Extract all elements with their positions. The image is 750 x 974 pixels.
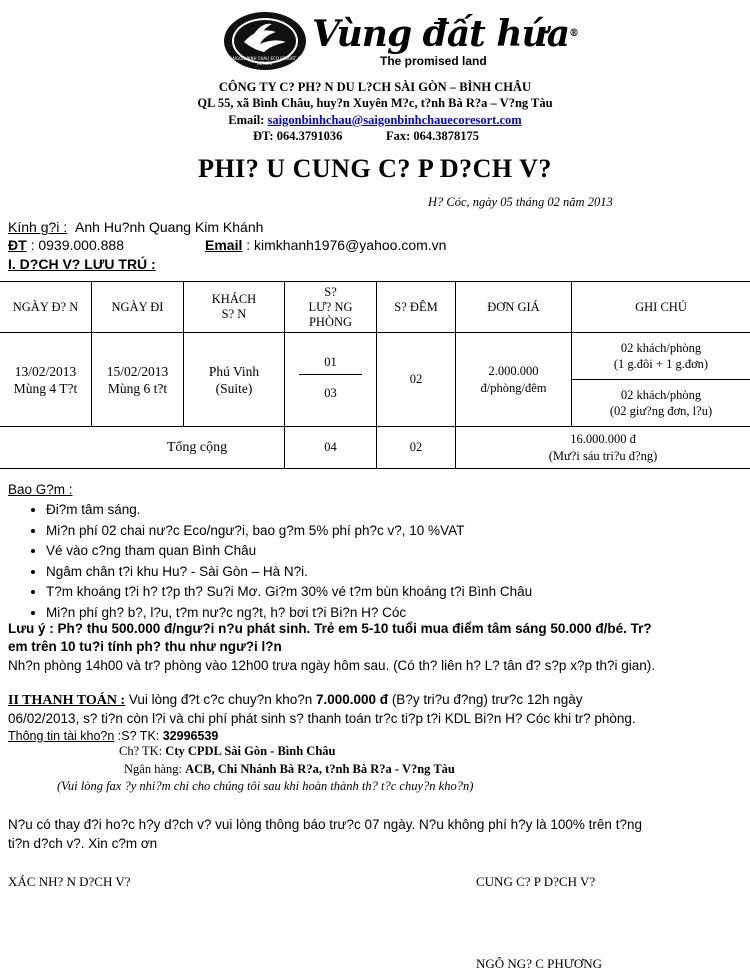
cell-rooms-1: 01	[285, 333, 377, 380]
document-title: PHI? U CUNG C? P D?CH V?	[198, 154, 552, 183]
header-notes: GHI CHÚ	[572, 282, 750, 333]
list-item: • T?m khoáng t?i h? t?p th? Su?i Mơ. Gi?m 30% vé t?m bùn khoáng t?i Bình Châu	[46, 582, 746, 603]
signature-confirm-label: XÁC NH? N D?CH V?	[8, 874, 131, 889]
cell-note-1: 02 khách/phòng (1 g.đôi + 1 g.đơn)	[572, 333, 750, 380]
company-email-line: Email: saigonbinhchau@saigonbinhchauecoresort.com	[228, 113, 522, 127]
note-line-2: em trên 10 tu?i tính ph? thu như ngư?i l?n	[8, 639, 282, 654]
header-arrive: NGÀY Đ? N	[0, 282, 92, 333]
includes-list	[20, 500, 746, 623]
logo-emblem	[224, 12, 306, 70]
greeting-line: Kính g?i : Anh Hu?nh Quang Kim Khánh	[8, 219, 264, 235]
company-email-link[interactable]: saigonbinhchau@saigonbinhchauecoresort.com	[267, 113, 522, 127]
header-depart: NGÀY ĐI	[92, 282, 184, 333]
signature-provider-name: NGÔ NG? C PHƯƠNG	[476, 956, 603, 971]
customer-email: : kimkhanh1976@yahoo.com.vn	[246, 237, 447, 253]
list-item: • Ngâm chân t?i khu Hu? - Sài Gòn – Hà N?i.	[46, 562, 746, 583]
customer-name: Anh Hu?nh Quang Kim Khánh	[75, 219, 264, 235]
signature-provider-label: CUNG C? P D?CH V?	[476, 874, 596, 889]
table-row	[0, 333, 750, 380]
document-date: H? Cóc, ngày 05 tháng 02 năm 2013	[428, 195, 613, 209]
header-nights: S? ĐÊM	[377, 282, 456, 333]
account-owner-line: Ch? TK: Cty CPDL Sài Gòn - Bình Châu	[119, 744, 336, 758]
total-amount: 16.000.000 đ (Mư?i sáu tri?u đ?ng)	[456, 427, 750, 469]
header-price: ĐƠN GIÁ	[456, 282, 572, 333]
total-label: Tổng cộng	[0, 427, 285, 469]
table-total-row	[0, 427, 750, 469]
note-line-1: Lưu ý : Ph? thu 500.000 đ/ngư?i n?u phát sinh. Trẻ em 5-10 tuổi mua điểm tâm sáng 50.000 đ/bé. Tr?	[8, 621, 652, 636]
payment-line-1: II THANH TOÁN : Vui lòng đ?t c?c chuy?n kho?n 7.000.000 đ (B?y tri?u đ?ng) trư?c 12h ngày	[8, 692, 583, 708]
cell-price: 2.000.000 đ/phòng/đêm	[456, 333, 572, 427]
company-name: CÔNG TY C? PH? N DU L?CH SÀI GÒN – BÌNH CHÂU	[218, 80, 532, 94]
section-1-title: I. D?CH V? LƯU TRÚ :	[8, 256, 156, 272]
company-address: QL 55, xã Bình Châu, huy?n Xuyên M?c, t?nh Bà R?a – V?ng Tàu	[197, 96, 553, 110]
cell-rooms-2: 03	[285, 380, 377, 427]
cell-hotel: Phú Vinh (Suite)	[184, 333, 285, 427]
header-hotel: KHÁCH S? N	[184, 282, 285, 333]
fax-note: (Vui lòng fax ?y nhi?m chi cho chúng tôi sau khi hoàn thành th? t?c chuy?n kho?n)	[57, 779, 474, 793]
includes-title: Bao G?m :	[8, 482, 73, 497]
cell-note-2: 02 khách/phòng (02 giư?ng đơn, l?u)	[572, 380, 750, 427]
service-table	[0, 281, 750, 469]
cell-depart: 15/02/2013 Mùng 6 t?t	[92, 333, 184, 427]
customer-phone: : 0939.000.888	[30, 237, 124, 253]
cancel-line-1: N?u có thay đ?i ho?c h?y d?ch v? vui lòng thông báo trư?c 07 ngày. N?u không phí h?y là 100% trên t?ng	[8, 817, 642, 832]
table-header-row	[0, 282, 750, 333]
brand-name: Vùng đất hứa®	[312, 13, 579, 55]
list-item: • Mi?n phí gh? b?, l?u, t?m nư?c ng?t, h? bơi t?i Bi?n H? Cóc	[46, 603, 746, 624]
cell-nights: 02	[377, 333, 456, 427]
deposit-amount: 7.000.000 đ	[316, 692, 389, 707]
cancel-line-2: ti?n d?ch v?. Xin c?m ơn	[8, 836, 158, 851]
account-number: 32996539	[162, 729, 219, 743]
list-item: • Mi?n phí 02 chai nư?c Eco/ngư?i, bao g?m 5% phí ph?c v?, 10 %VAT	[46, 521, 746, 542]
customer-email-line: Email : kimkhanh1976@yahoo.com.vn	[205, 237, 447, 253]
list-item: • Đi?m tâm sáng.	[46, 500, 746, 521]
payment-line-2: 06/02/2013, s? ti?n còn l?i và chi phí phát sinh s? thanh toán tr?c ti?p t?i KDL Bi?n H? Cóc khi tr? phòng.	[8, 711, 636, 726]
logo-small-text: SAIGON BINH CHAU ECO RESORT & RESORT	[229, 56, 301, 66]
list-item: • Vé vào c?ng tham quan Bình Châu	[46, 541, 746, 562]
cell-arrive: 13/02/2013 Mùng 4 T?t	[0, 333, 92, 427]
bank-line: Ngân hàng: ACB, Chi Nhánh Bà R?a, t?nh Bà R?a - V?ng Tàu	[124, 762, 455, 776]
company-phone: ĐT: 064.3791036	[253, 129, 343, 143]
total-rooms: 04	[285, 427, 377, 469]
brand-tagline: The promised land	[380, 54, 487, 68]
note-line-3: Nh?n phòng 14h00 và tr? phòng vào 12h00 trưa ngày hôm sau. (Có th? liên h? L? tân đ? s?p x?p th?i gian).	[8, 658, 655, 673]
customer-phone-line: ĐT : 0939.000.888	[8, 237, 124, 253]
company-fax: Fax: 064.3878175	[386, 129, 480, 143]
total-nights: 02	[377, 427, 456, 469]
account-line: Thông tin tài kho?n :S? TK: 32996539	[8, 729, 219, 743]
header-rooms: S? LƯ? NG PHÒNG	[285, 282, 377, 333]
